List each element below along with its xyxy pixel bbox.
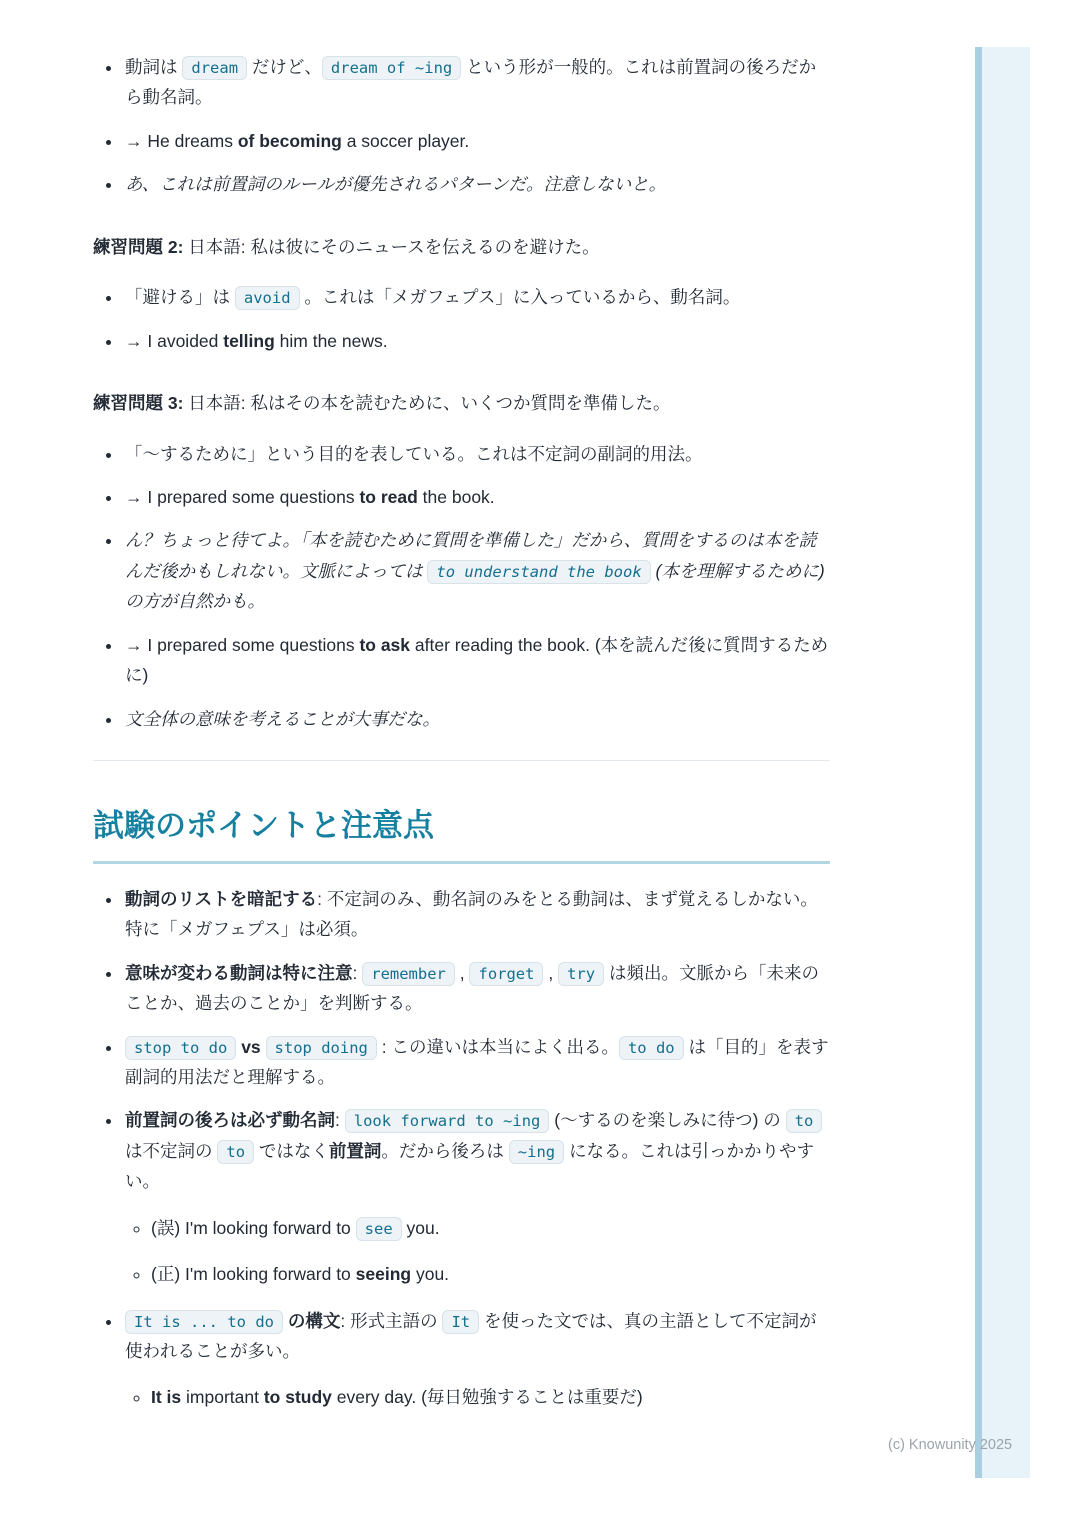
code-chip: look forward to ~ing: [345, 1109, 550, 1133]
exercise-label-paragraph: 練習問題 2: 日本語: 私は彼にそのニュースを伝えるのを避けた。: [93, 236, 600, 257]
code-chip: stop to do: [125, 1036, 236, 1060]
code-chip: try: [558, 962, 604, 986]
list-item: • stop to do vs stop doing : この違いは本当によく出る。 to do は「目的」を表す副詞的用法だと理解する。: [123, 1032, 830, 1093]
document-content: [93, 38, 830, 1439]
bullet-list: [93, 52, 830, 200]
page-edge-strip: [975, 47, 1030, 1478]
list-item: • → I avoided telling him the news.: [123, 326, 830, 356]
code-chip: It: [442, 1310, 479, 1334]
code-chip: stop doing: [266, 1036, 377, 1060]
copyright-watermark: (c) Knowunity 2025: [888, 1437, 1013, 1453]
list-item: • 「避ける」は avoid 。これは「メガフェプス」に入っているから、動名詞。: [123, 282, 830, 312]
code-chip: to: [217, 1140, 254, 1164]
code-chip: forget: [469, 962, 543, 986]
section-heading: 試験のポイントと注意点: [93, 807, 830, 864]
list-item: • It is ... to do の構文: 形式主語の It を使った文では、真の主語として不定詞が使われることが多い。 ◦ It is important to study every day. (毎日勉強することは重要だ): [123, 1306, 830, 1413]
code-chip: dream: [182, 56, 247, 80]
bullet-list: [93, 282, 830, 356]
bullet-list: [93, 884, 830, 1413]
section-divider: [93, 760, 830, 761]
code-chip: to: [786, 1109, 823, 1133]
bold-text: 意味が変わる動詞は特に注意: [125, 962, 353, 983]
list-item: • 文全体の意味を考えることが大事だな。: [123, 704, 830, 734]
list-item: • 前置詞の後ろは必ず動名詞: look forward to ~ing (〜するのを楽しみに待つ) の to は不定詞の to ではなく前置詞。だから後ろは ~ing になる。これは引っかかりやすい。 ◦ (誤) I'm looking forward to see you. ◦ (正) I'm looking forward to seeing you.: [123, 1105, 830, 1289]
list-item: • → I prepared some questions to ask after reading the book. (本を読んだ後に質問するために): [123, 630, 830, 691]
bold-text: of becoming: [237, 130, 342, 151]
code-chip: to do: [619, 1036, 684, 1060]
list-item: ◦ (誤) I'm looking forward to see you.: [151, 1213, 830, 1243]
bullet-list: [93, 439, 830, 735]
bold-text: to study: [263, 1387, 332, 1408]
bold-text: vs: [241, 1036, 261, 1057]
bold-text: の構文: [287, 1310, 341, 1331]
exercise-label-paragraph: 練習問題 3: 日本語: 私はその本を読むために、いくつか質問を準備した。: [93, 393, 671, 414]
list-item: • 動詞は dream だけど、 dream of ~ing という形が一般的。これは前置詞の後ろだから動名詞。: [123, 52, 830, 113]
list-item: • ん？ちょっと待てよ。「本を読むために質問を準備した」だから、質問をするのは本を読んだ後かもしれない。文脈によっては to understand the book (本を理解するために) の方が自然かも。: [123, 525, 830, 616]
list-item: • 「〜するために」という目的を表している。これは不定詞の副詞的用法。: [123, 439, 830, 469]
list-item: • → I prepared some questions to read the book.: [123, 482, 830, 512]
bold-text: to read: [359, 486, 418, 507]
code-chip: remember: [362, 962, 455, 986]
list-item: • 意味が変わる動詞は特に注意: remember , forget , try は頻出。文脈から「未来のことか、過去のことか」を判断する。: [123, 958, 830, 1019]
sub-bullet-list: [125, 1213, 830, 1290]
sub-bullet-list: [125, 1382, 830, 1412]
bold-text: to ask: [359, 634, 411, 655]
bold-text: telling: [223, 330, 275, 351]
code-chip: avoid: [235, 286, 300, 310]
bold-text: 前置詞の後ろは必ず動名詞: [125, 1110, 335, 1131]
list-item: • 動詞のリストを暗記する: 不定詞のみ、動名詞のみをとる動詞は、まず覚えるしかない。特に「メガフェプス」は必須。: [123, 884, 830, 945]
bold-text: It is: [151, 1387, 182, 1408]
list-item: ◦ (正) I'm looking forward to seeing you.: [151, 1259, 830, 1289]
bold-text: 動詞のリストを暗記する: [125, 888, 318, 909]
list-item: ◦ It is important to study every day. (毎日勉強することは重要だ): [151, 1382, 830, 1412]
list-item: • → He dreams of becoming a soccer player.: [123, 126, 830, 156]
code-chip: ~ing: [509, 1140, 564, 1164]
code-chip: to understand the book: [427, 560, 650, 584]
code-chip: see: [356, 1217, 402, 1241]
code-chip: It is ... to do: [125, 1310, 283, 1334]
code-chip: dream of ~ing: [322, 56, 461, 80]
bold-text: 前置詞: [328, 1140, 382, 1161]
bold-text: 練習問題 3:: [93, 393, 184, 414]
bold-text: seeing: [355, 1264, 412, 1285]
list-item: • あ、これは前置詞のルールが優先されるパターンだ。注意しないと。: [123, 169, 830, 199]
bold-text: 練習問題 2:: [93, 236, 184, 257]
